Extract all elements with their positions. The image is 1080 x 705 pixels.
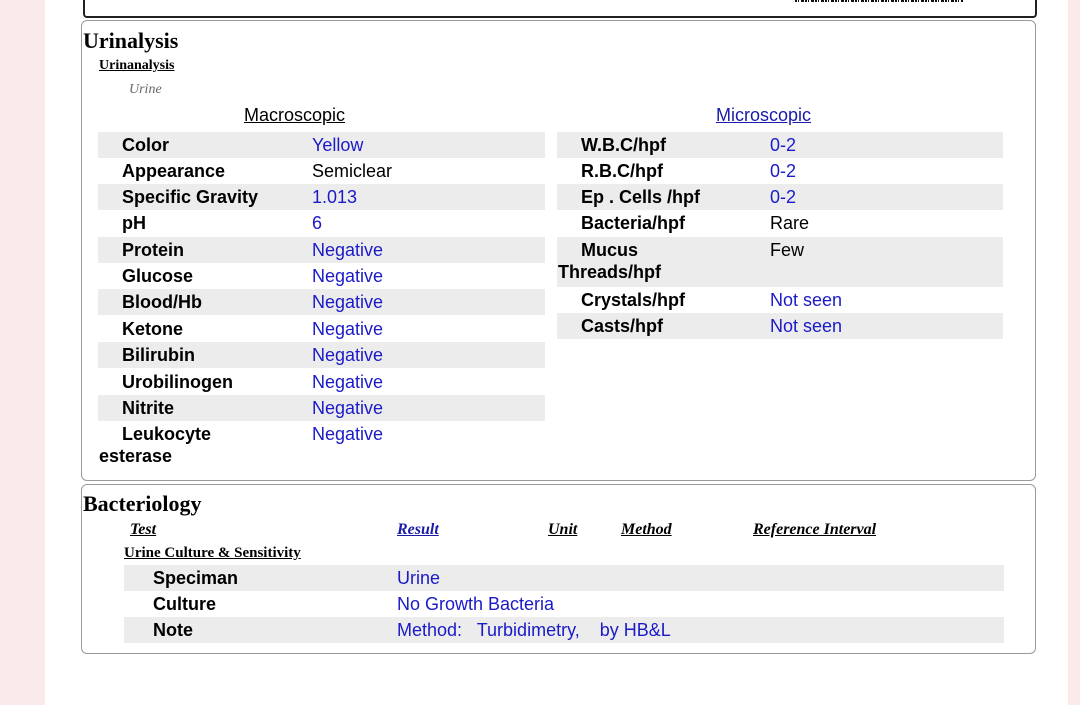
header-reference-interval: Reference Interval <box>753 521 877 538</box>
macro-row-urobilinogen <box>98 369 545 395</box>
micro-label: Ep . Cells /hpf <box>581 187 701 207</box>
macro-value: Negative <box>312 240 384 260</box>
macro-row-color <box>98 132 545 158</box>
macro-label: Bilirubin <box>122 345 195 365</box>
macroscopic-heading: Macroscopic <box>244 105 346 125</box>
micro-label: R.B.C/hpf <box>581 161 663 181</box>
report-page <box>45 0 1068 705</box>
macro-value: 1.013 <box>312 187 358 207</box>
macro-label: Appearance <box>122 161 226 181</box>
header-test: Test <box>130 521 157 538</box>
macro-value: 6 <box>312 213 323 233</box>
macro-row-appearance <box>98 158 545 184</box>
micro-label: Bacteria/hpf <box>581 213 686 233</box>
micro-row-rbc <box>557 158 1003 184</box>
micro-label: Casts/hpf <box>581 316 664 336</box>
micro-row-wbc <box>557 132 1003 158</box>
bacteriology-section <box>81 484 1036 654</box>
micro-row-ep-cells <box>557 184 1003 210</box>
micro-row-casts <box>557 313 1003 339</box>
bact-label: Culture <box>153 594 216 614</box>
macro-row-glucose <box>98 263 545 289</box>
micro-label: Mucus <box>581 240 639 260</box>
macro-label: Protein <box>122 240 185 260</box>
bact-row-note <box>124 617 1004 643</box>
macro-label: Color <box>122 135 169 155</box>
macro-value: Negative <box>312 292 384 312</box>
macro-label: Glucose <box>122 266 194 286</box>
macro-row-nitrite <box>98 395 545 421</box>
macro-row-ketone <box>98 316 545 342</box>
bact-row-speciman <box>124 565 1004 591</box>
macro-label: Leukocyte <box>122 424 212 444</box>
macro-value: Semiclear <box>312 161 393 181</box>
header-method: Method <box>621 521 672 538</box>
bact-value: Urine <box>397 568 441 588</box>
bact-label: Note <box>153 620 193 640</box>
macro-value: Negative <box>312 319 384 339</box>
micro-value: Rare <box>770 213 810 233</box>
micro-value: Not seen <box>770 316 843 336</box>
bact-value: No Growth Bacteria <box>397 594 555 614</box>
macro-label: Blood/Hb <box>122 292 202 312</box>
micro-label-cont: Threads/hpf <box>558 262 662 282</box>
macro-label: Specific Gravity <box>122 187 259 207</box>
header-unit: Unit <box>548 521 578 538</box>
macro-label: Urobilinogen <box>122 372 233 392</box>
macro-row-protein <box>98 237 545 263</box>
micro-label: W.B.C/hpf <box>581 135 666 155</box>
macro-value: Negative <box>312 345 384 365</box>
urinalysis-subtitle: Urinanalysis <box>99 58 175 73</box>
bact-value: Method: Turbidimetry, by HB&L <box>397 620 671 640</box>
macro-value: Negative <box>312 398 384 418</box>
micro-value: 0-2 <box>770 187 797 207</box>
micro-label: Crystals/hpf <box>581 290 686 310</box>
macro-label-cont: esterase <box>99 446 173 466</box>
macro-row-ph <box>98 210 545 236</box>
macro-value: Negative <box>312 372 384 392</box>
macro-row-specific-gravity <box>98 184 545 210</box>
bact-row-culture <box>124 591 1004 617</box>
macro-row-bilirubin <box>98 342 545 368</box>
bacteriology-title: Bacteriology <box>83 491 202 516</box>
macro-label: Nitrite <box>122 398 175 418</box>
micro-value: 0-2 <box>770 161 797 181</box>
specimen-type: Urine <box>129 82 162 97</box>
macro-row-blood <box>98 289 545 315</box>
macro-label: Ketone <box>122 319 184 339</box>
barcode <box>795 0 963 2</box>
micro-value: Few <box>770 240 805 260</box>
bact-label: Speciman <box>153 568 239 588</box>
macro-row-leukocyte <box>98 421 545 473</box>
micro-row-crystals <box>557 287 1003 313</box>
macro-value: Negative <box>312 424 384 444</box>
test-name: Urine Culture & Sensitivity <box>124 545 301 561</box>
micro-value: 0-2 <box>770 135 797 155</box>
header-result: Result <box>397 521 439 538</box>
macro-value: Yellow <box>312 135 364 155</box>
microscopic-heading: Microscopic <box>716 105 812 125</box>
micro-row-bacteria <box>557 210 1003 236</box>
urinalysis-title: Urinalysis <box>83 28 179 53</box>
micro-row-mucus <box>557 237 1003 287</box>
patient-header-box <box>83 0 1037 18</box>
macro-value: Negative <box>312 266 384 286</box>
macro-label: pH <box>122 213 146 233</box>
urinalysis-section <box>81 20 1036 481</box>
micro-value: Not seen <box>770 290 843 310</box>
